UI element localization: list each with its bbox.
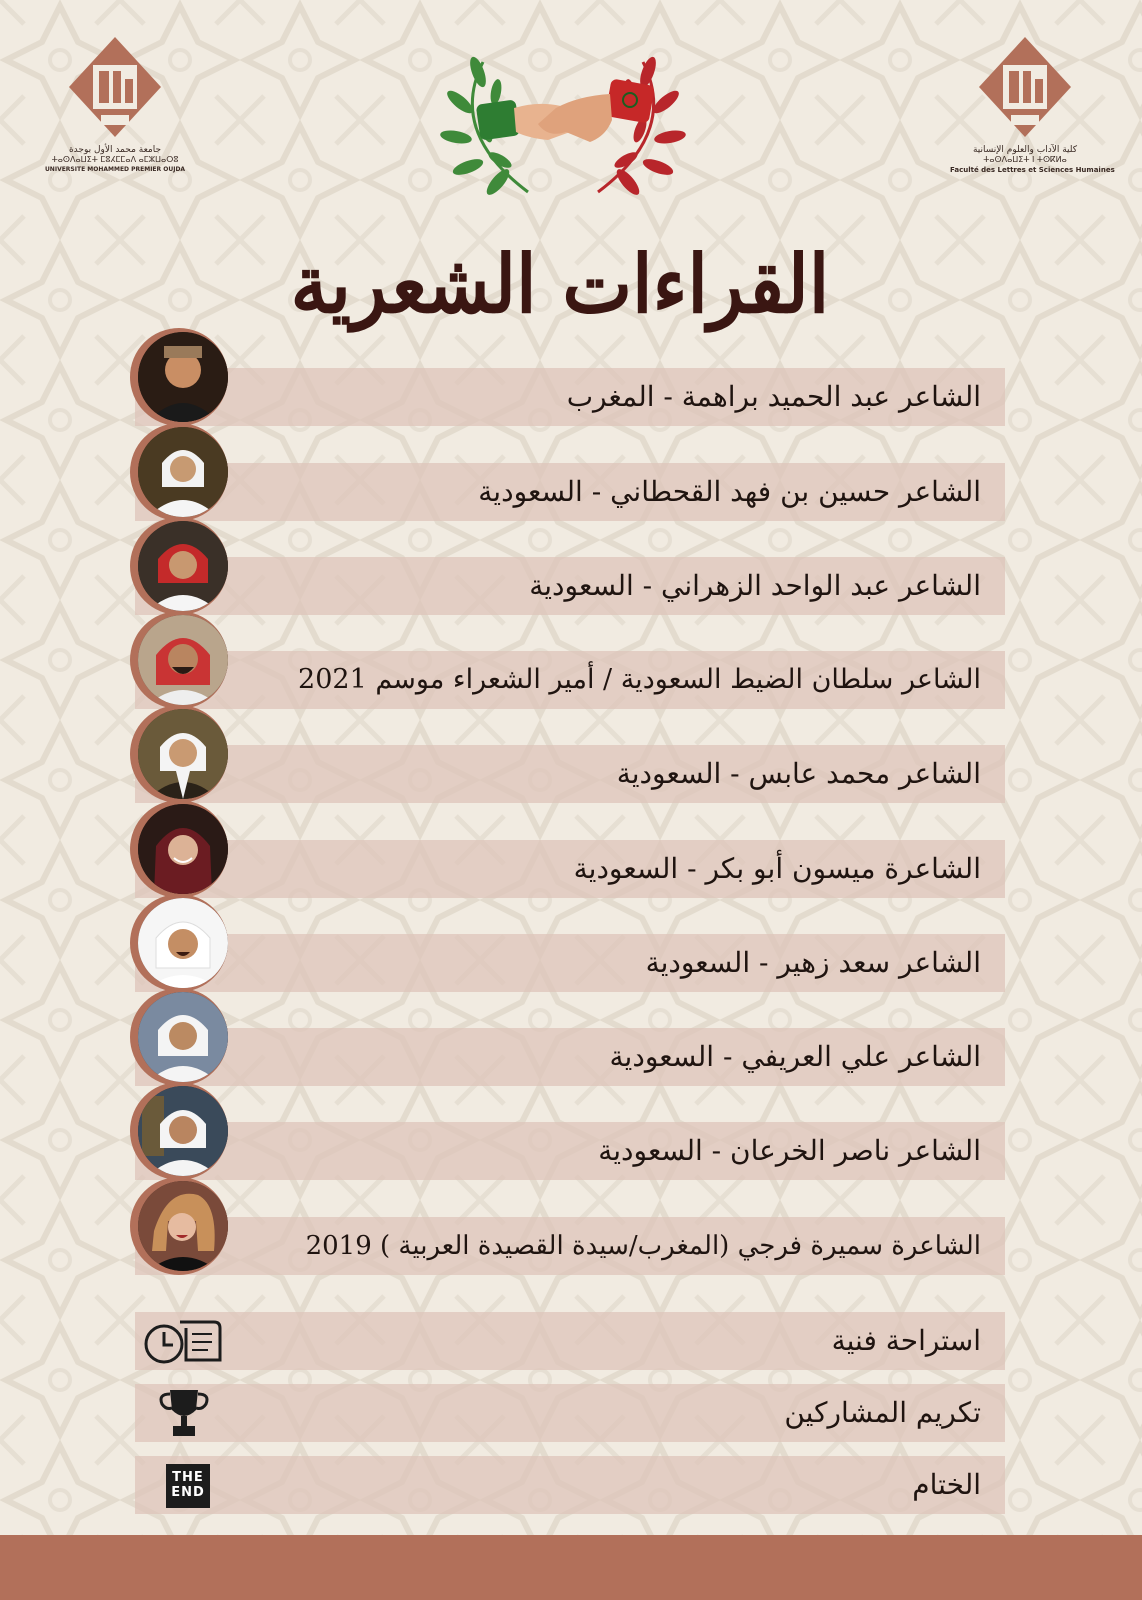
program-row xyxy=(135,463,1005,521)
program-row xyxy=(135,1217,1005,1275)
program-row-label: تكريم المشاركين xyxy=(784,1396,981,1429)
program-row xyxy=(135,1028,1005,1086)
poet-avatar xyxy=(130,894,228,992)
poet-avatar xyxy=(130,800,228,898)
university-logo xyxy=(40,35,190,195)
portrait-photo-icon xyxy=(138,521,228,611)
faculty-emblem-icon xyxy=(975,35,1075,145)
faculty-logo xyxy=(950,35,1115,195)
portrait-photo-icon xyxy=(138,1086,228,1176)
program-row-label: الشاعر حسين بن فهد القحطاني - السعودية xyxy=(478,475,981,508)
program-row-label: استراحة فنية xyxy=(831,1324,981,1357)
program-row xyxy=(135,745,1005,803)
handshake-icon xyxy=(438,42,688,202)
clock-scroll-icon xyxy=(140,1312,228,1370)
program-row-break xyxy=(135,1312,1005,1370)
page-title: القراءات الشعرية xyxy=(290,238,830,332)
program-row xyxy=(135,557,1005,615)
portrait-photo-icon xyxy=(138,804,228,894)
program-row xyxy=(135,840,1005,898)
footer-bar xyxy=(0,1535,1142,1600)
portrait-photo-icon xyxy=(138,427,228,517)
faculty-name-tifinagh: ⵜⴰⵙⴷⴰⵡⵉⵜ ⵏ ⵜⵙⴽⵍⴰ xyxy=(983,155,1067,164)
portrait-photo-icon xyxy=(138,332,228,422)
faculty-name-french: Faculté des Lettres et Sciences Humaines xyxy=(950,166,1115,174)
portrait-photo-icon xyxy=(138,898,228,988)
portrait-photo-icon xyxy=(138,992,228,1082)
poet-avatar xyxy=(130,517,228,615)
university-name-french: UNIVERSITE MOHAMMED PREMIER OUJDA xyxy=(44,166,186,173)
poet-avatar xyxy=(130,328,228,426)
program-row xyxy=(135,934,1005,992)
program-row-label: الشاعر سلطان الضيط السعودية / أمير الشعراء موسم 2021 xyxy=(298,664,981,695)
program-row xyxy=(135,368,1005,426)
program-row-label: الشاعر عبد الواحد الزهراني - السعودية xyxy=(529,569,981,602)
university-emblem-icon xyxy=(65,35,165,145)
the-end-icon xyxy=(140,1456,228,1514)
program-row-label: الختام xyxy=(912,1468,981,1501)
trophy-icon xyxy=(140,1384,228,1442)
program-row-label: الشاعر محمد عابس - السعودية xyxy=(616,757,981,790)
portrait-photo-icon xyxy=(138,615,228,705)
portrait-photo-icon xyxy=(138,1181,228,1271)
program-row-label: الشاعر سعد زهير - السعودية xyxy=(645,946,981,979)
program-row xyxy=(135,651,1005,709)
program-row-honoring xyxy=(135,1384,1005,1442)
university-name-tifinagh: ⵜⴰⵙⴷⴰⵡⵉⵜ ⵎⵓⵃⵎⵎⴰⴷ ⴰⵎⵣⵡⴰⵔⵓ xyxy=(51,155,179,164)
program-row-label: الشاعرة سميرة فرجي (المغرب/سيدة القصيدة العربية ) 2019 xyxy=(305,1231,981,1261)
portrait-photo-icon xyxy=(138,709,228,799)
poet-avatar xyxy=(130,1082,228,1180)
the-end-label: THE END xyxy=(166,1464,210,1508)
program-row-label: الشاعر علي العريفي - السعودية xyxy=(609,1040,981,1073)
program-row-closing xyxy=(135,1456,1005,1514)
poet-avatar xyxy=(130,988,228,1086)
university-name-arabic: جامعة محمد الأول بوجدة xyxy=(68,145,162,155)
program-row-label: الشاعرة ميسون أبو بكر - السعودية xyxy=(573,852,981,885)
poet-avatar xyxy=(130,705,228,803)
program-row xyxy=(135,1122,1005,1180)
program-row-label: الشاعر عبد الحميد براهمة - المغرب xyxy=(566,380,981,413)
program-row-label: الشاعر ناصر الخرعان - السعودية xyxy=(598,1134,981,1167)
poet-avatar xyxy=(130,423,228,521)
poet-avatar xyxy=(130,1177,228,1275)
faculty-name-arabic: كلية الآداب والعلوم الإنسانية xyxy=(972,145,1078,155)
poet-avatar xyxy=(130,611,228,709)
